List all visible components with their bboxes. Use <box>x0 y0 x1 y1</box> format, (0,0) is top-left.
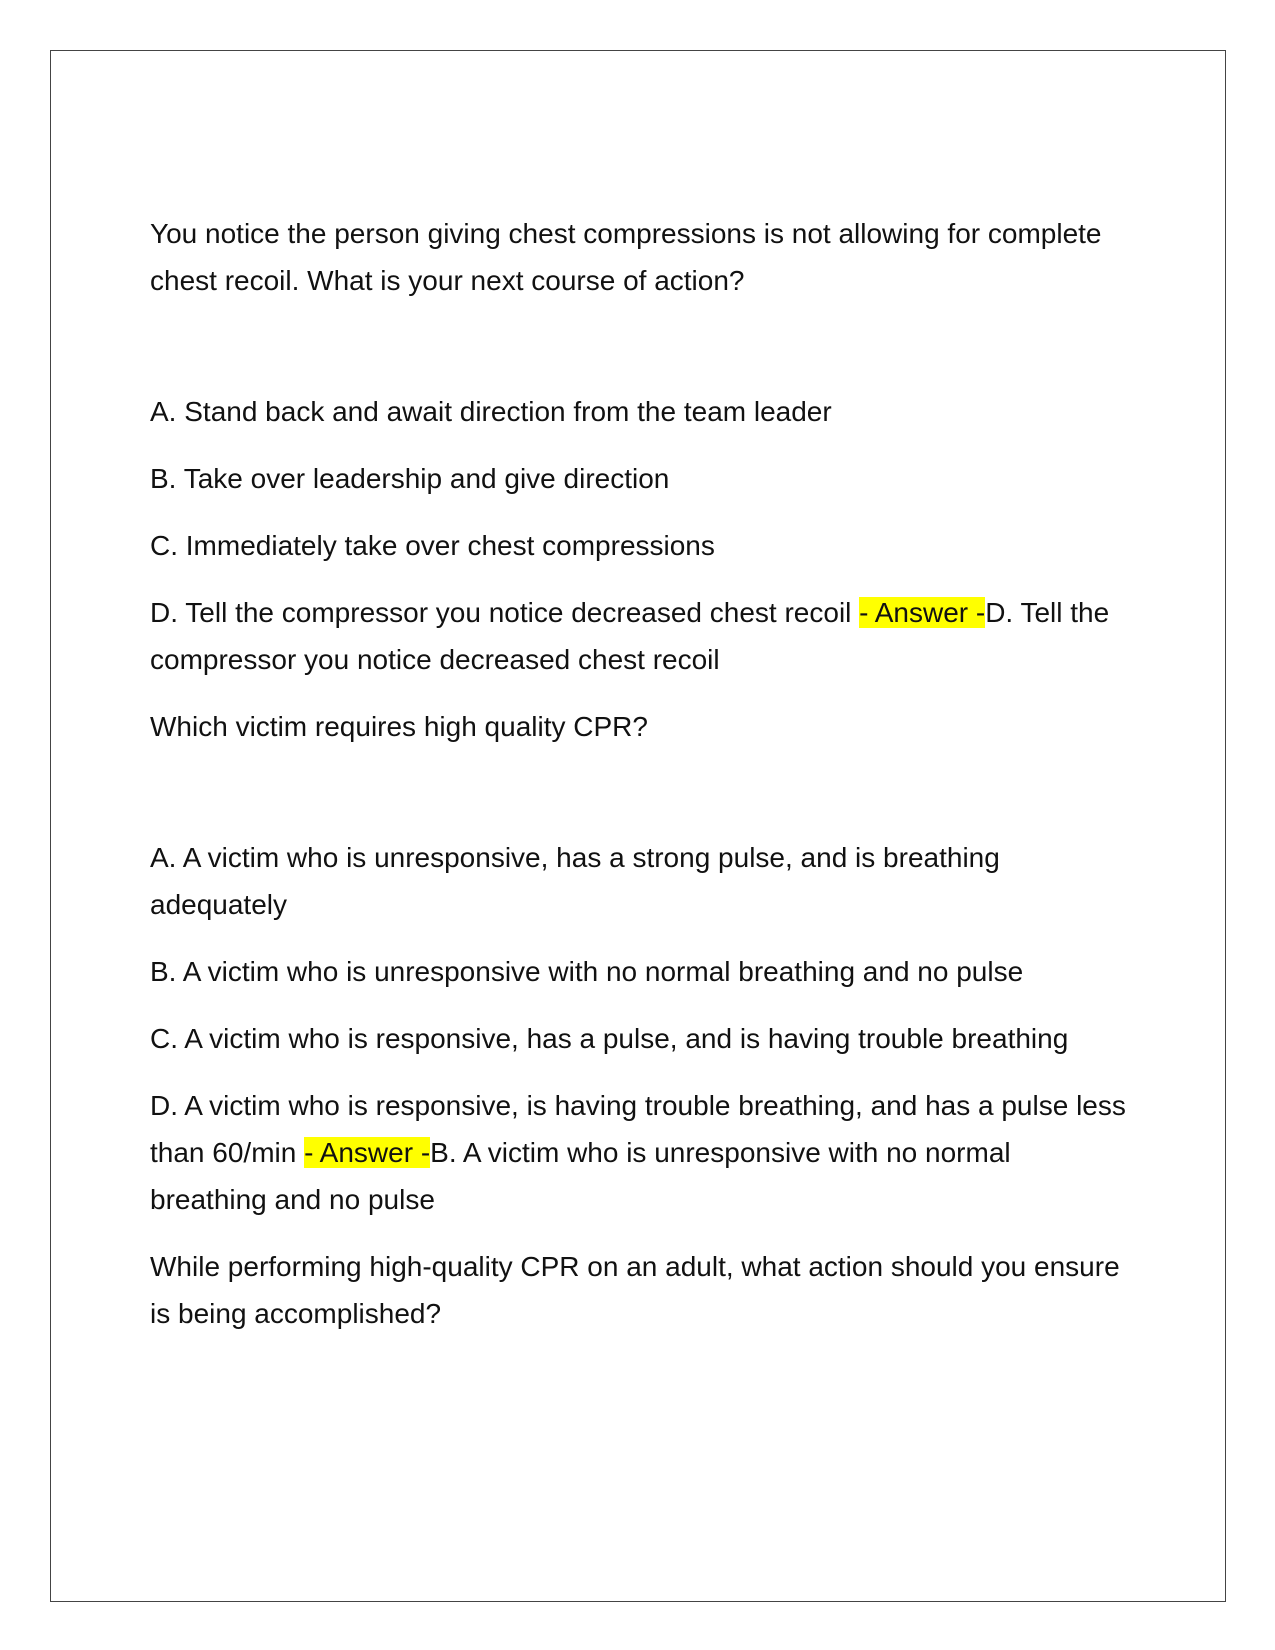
question-2-option-a: A. A victim who is unresponsive, has a strong pulse, and is breathing adequately <box>150 842 1000 920</box>
question-2-option-d-with-answer <box>150 1082 1130 1223</box>
question-2-answer: B. A victim who is unresponsive with no normal breathing and no pulse <box>150 1137 1011 1215</box>
document-body <box>150 210 1130 1357</box>
question-1-option-c: C. Immediately take over chest compressions <box>150 530 715 561</box>
question-1-answer: D. Tell the compressor you notice decreased chest recoil <box>150 597 1110 675</box>
question-1-option-d-with-answer <box>150 589 1130 683</box>
question-3-text: While performing high-quality CPR on an adult, what action should you ensure is being accomplished? <box>150 1251 1120 1329</box>
question-2-option-c: C. A victim who is responsive, has a pulse, and is having trouble breathing <box>150 1023 1069 1054</box>
question-2-option-d: D. A victim who is responsive, is having trouble breathing, and has a pulse less than 60/min <box>150 1090 1126 1168</box>
question-1-text: You notice the person giving chest compressions is not allowing for complete chest recoil. What is your next course of action? <box>150 218 1102 296</box>
answer-marker-highlight: - Answer - <box>304 1137 431 1168</box>
question-1-option-b: B. Take over leadership and give direction <box>150 463 670 494</box>
question-2-text: Which victim requires high quality CPR? <box>150 711 648 742</box>
question-2-option-b: B. A victim who is unresponsive with no normal breathing and no pulse <box>150 956 1024 987</box>
question-1-option-a: A. Stand back and await direction from the team leader <box>150 396 832 427</box>
answer-marker-highlight: - Answer - <box>859 597 986 628</box>
question-1-option-d: D. Tell the compressor you notice decreased chest recoil <box>150 597 860 628</box>
